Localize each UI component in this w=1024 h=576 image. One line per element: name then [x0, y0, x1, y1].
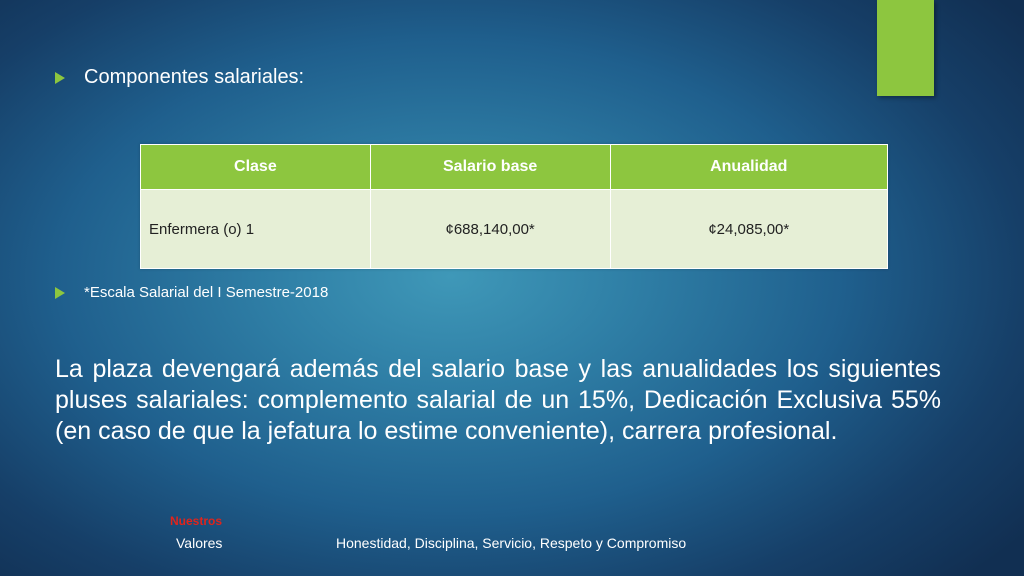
- salary-table: [140, 144, 888, 269]
- values-list: Honestidad, Disciplina, Servicio, Respeto y Compromiso: [336, 535, 687, 551]
- table-header-row: [141, 145, 888, 190]
- bullet-escala: [55, 284, 328, 301]
- triangle-right-icon: [55, 72, 65, 84]
- bullet-escala-text: *Escala Salarial del I Semestre-2018: [84, 284, 329, 301]
- values-title: Nuestros: [170, 514, 223, 528]
- body-paragraph: La plaza devengará además del salario base y las anualidades los siguientes pluses salariales: complemento salarial de un 15%, Dedicación Exclusiva 55% (en caso de que la jefatura lo estime conveniente), carrera profesional.: [55, 355, 941, 445]
- cell-salario-base: ¢688,140,00*: [370, 190, 610, 269]
- header-anualidad: Anualidad: [610, 145, 887, 190]
- cell-clase: Enfermera (o) 1: [141, 190, 371, 269]
- bullet-componentes-text: Componentes salariales:: [84, 66, 305, 88]
- triangle-right-icon: [55, 287, 65, 299]
- header-salario-base: Salario base: [370, 145, 610, 190]
- cell-anualidad: ¢24,085,00*: [610, 190, 887, 269]
- accent-tab: [877, 0, 934, 96]
- header-clase: Clase: [141, 145, 371, 190]
- values-label: Valores: [176, 535, 223, 551]
- bullet-componentes: [55, 66, 304, 89]
- table-row: [141, 190, 888, 269]
